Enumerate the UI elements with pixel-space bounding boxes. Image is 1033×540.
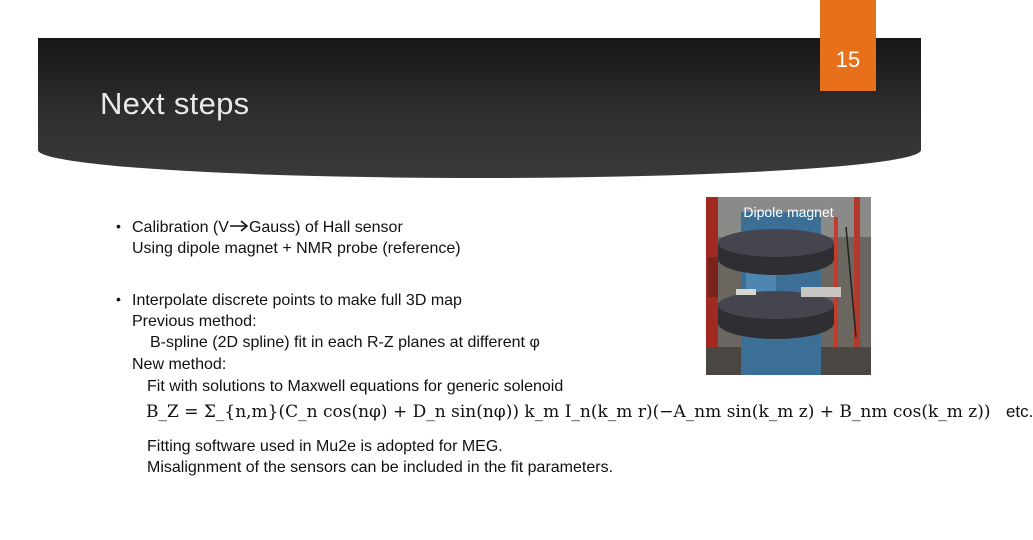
bullet-1-text-after: Gauss) of Hall sensor [248,219,403,236]
photo-caption: Dipole magnet [743,204,834,220]
bullet-1-line-1 [132,218,403,237]
slide-title: Next steps [100,86,250,121]
bullet-dot-icon: • [116,291,121,307]
bullet-2-line-2: Previous method: [132,313,257,330]
bullet-dot-icon: • [116,218,121,234]
bullet-2-line-1: Interpolate discrete points to make full 3D map [132,292,462,309]
bullet-2-line-3: B-spline (2D spline) fit in each R-Z planes at different φ [150,334,540,351]
dipole-magnet-photo [706,197,871,375]
bullet-2-line-5: Fit with solutions to Maxwell equations for generic solenoid [147,378,564,395]
bullet-1-text-before: Calibration (V [132,219,229,236]
note-line-2: Misalignment of the sensors can be included in the fit parameters. [147,459,614,476]
bullet-2-line-4: New method: [132,356,227,373]
formula-text: B_Z = Σ_{n,m}(C_n cos(nφ) + D_n sin(nφ)) k_m I_n(k_m r)(−A_nm sin(k_m z) + B_nm cos(k_m z)) [146,402,991,422]
maxwell-formula [146,397,1033,427]
page-number: 15 [835,47,861,72]
page-number-badge [820,0,876,91]
right-arrow-icon [229,220,249,232]
bullet-1-line-2: Using dipole magnet + NMR probe (reference) [132,240,461,257]
dipole-magnet-image [706,197,871,375]
note-line-1: Fitting software used in Mu2e is adopted for MEG. [147,438,503,455]
formula-etc: etc. [1005,402,1033,421]
